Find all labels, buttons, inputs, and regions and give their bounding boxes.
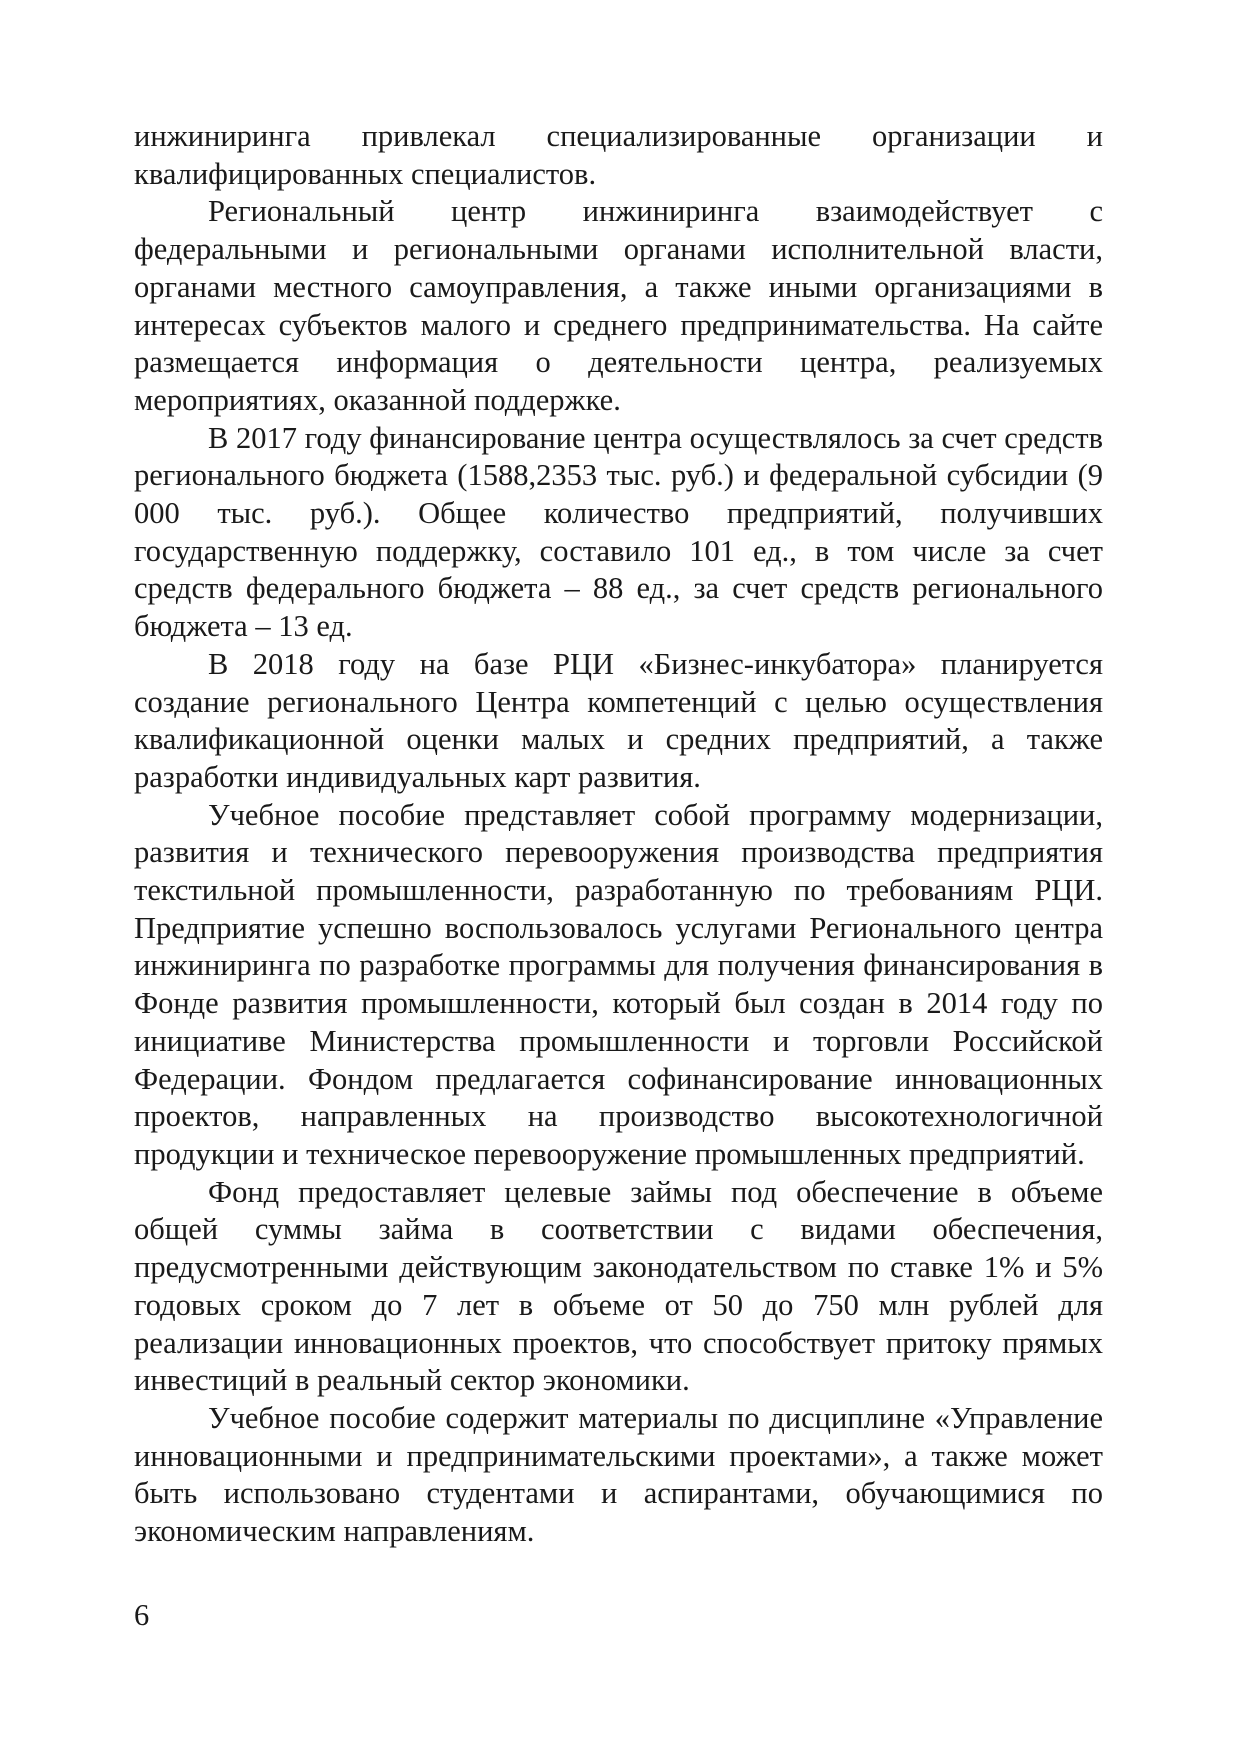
paragraph-continuation: инжиниринга привлекал специализированные организации и квалифицированных специалистов. xyxy=(134,119,1103,191)
paragraph-fund-loans: Фонд предоставляет целевые займы под обеспечение в объеме общей суммы займа в соответствии с видами обеспечения, предусмотренными действующим законодательством по ставке 1% и 5% годовых сроком до 7 лет в объеме от 50 до 750 млн рублей для реализации инновационных проектов, что способствует притоку прямых инвестиций в реальный сектор экономики. xyxy=(134,1174,1103,1398)
paragraph-financing-2017: В 2017 году финансирование центра осуществлялось за счет средств регионального бюджета (1588,2353 тыс. руб.) и федеральной субсидии (9 000 тыс. руб.). Общее количество предприятий, получивших государственную поддержку, составило 101 ед., в том числе за счет средств федерального бюджета – 88 ед., за счет средств регионального бюджета – 13 ед. xyxy=(134,420,1103,644)
paragraph-plans-2018: В 2018 году на базе РЦИ «Бизнес-инкубатора» планируется создание регионального Центра компетенций с целью осуществления квалификационной оценки малых и средних предприятий, а также разработки индивидуальных карт развития. xyxy=(134,646,1103,794)
paragraph-regional-center: Региональный центр инжиниринга взаимодействует с федеральными и региональными органами исполнительной власти, органами местного самоуправления, а также иными организациями в интересах субъектов малого и среднего предпринимательства. На сайте размещается информация о деятельности центра, реализуемых мероприятиях, оказанной поддержке. xyxy=(134,194,1103,417)
paragraph-textbook-program: Учебное пособие представляет собой программу модернизации, развития и технического перевооружения производства предприятия текстильной промышленности, разработанную по требованиям РЦИ. Предприятие успешно воспользовалось услугами Регионального центра инжиниринга по разработке программы для получения финансирования в Фонде развития промышленности, который был создан в 2014 году по инициативе Министерства промышленности и торговли Российской Федерации. Фондом предлагается софинансирование инновационных проектов, направленных на производство высокотехнологичной продукции и техническое перевооружение промышленных предприятий. xyxy=(134,797,1103,1171)
page-number: 6 xyxy=(134,1598,150,1632)
page-body xyxy=(134,118,1103,1551)
paragraph-textbook-audience: Учебное пособие содержит материалы по дисциплине «Управление инновационными и предпринимательскими проектами», а также может быть использовано студентами и аспирантами, обучающимися по экономическим направлениям. xyxy=(134,1400,1103,1549)
